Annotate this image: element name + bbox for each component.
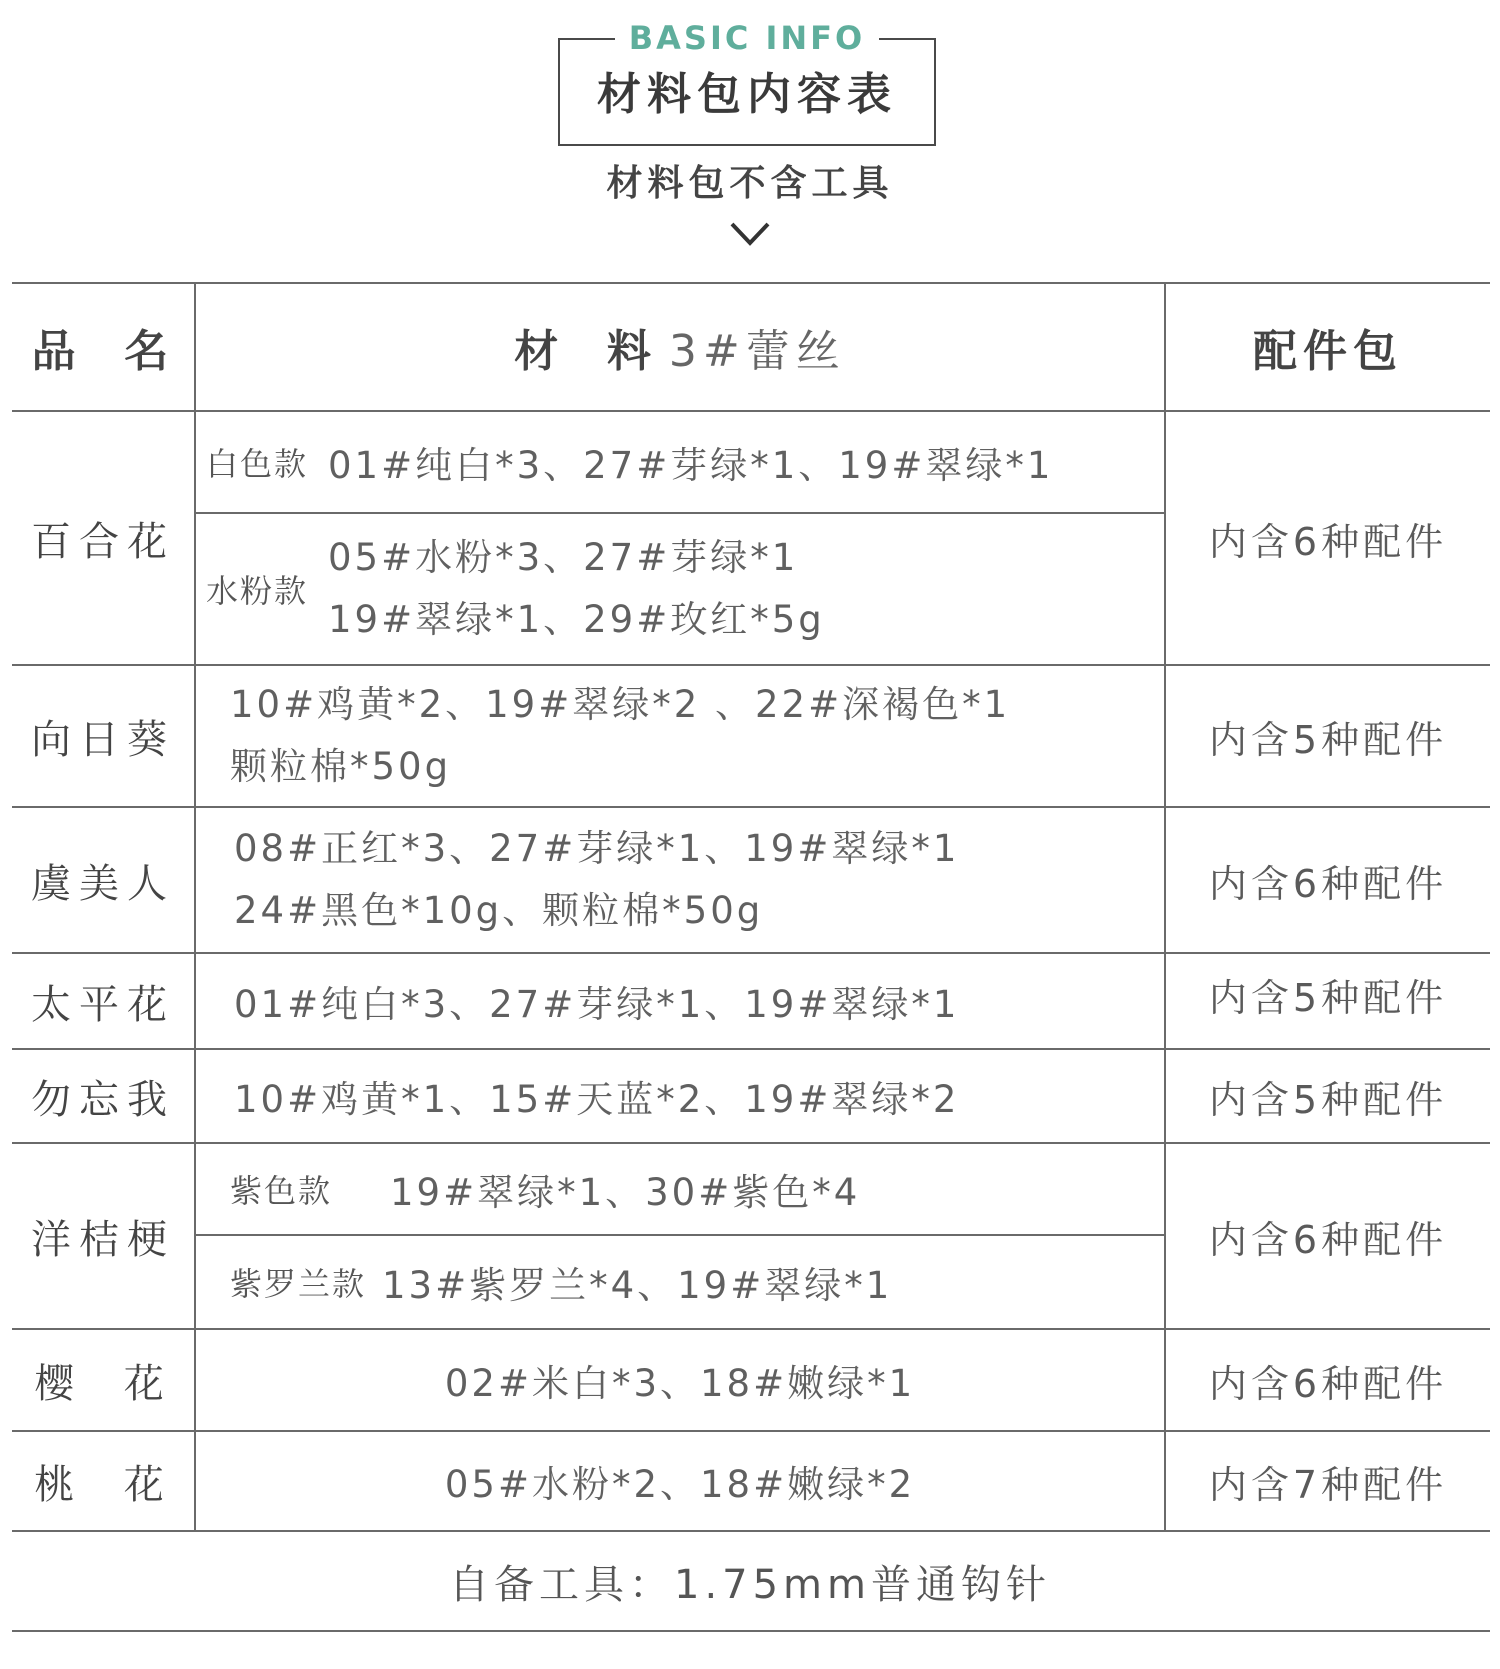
product-name: 百合花 (31, 518, 175, 565)
material-line: 08#正红*3、27#芽绿*1、19#翠绿*1 (234, 827, 960, 870)
title-english: BASIC INFO (615, 18, 879, 58)
product-name: 向日葵 (31, 716, 175, 763)
accessory-count: 内含5种配件 (1208, 717, 1448, 762)
accessory-count: 内含7种配件 (1208, 1462, 1448, 1507)
material-line: 13#紫罗兰*4、19#翠绿*1 (382, 1264, 893, 1307)
product-name: 桃 花 (34, 1461, 172, 1508)
material-cell (196, 1330, 1164, 1430)
chevron-down-icon (728, 220, 772, 248)
material-cell (230, 666, 1160, 806)
product-name: 虞美人 (31, 860, 175, 907)
material-cell (234, 954, 1160, 1048)
material-line: 19#翠绿*1、30#紫色*4 (390, 1171, 861, 1214)
accessory-count: 内含5种配件 (1208, 1077, 1448, 1122)
material-cell (234, 1050, 1160, 1142)
accessory-count: 内含6种配件 (1208, 861, 1448, 906)
material-cell (196, 1432, 1164, 1530)
material-line: 10#鸡黄*2、19#翠绿*2 、22#深褐色*1 (230, 683, 1011, 726)
material-cell (234, 808, 1160, 952)
material-variant (206, 412, 1161, 512)
variant-label: 水粉款 (206, 572, 309, 610)
table-bottom-rule (12, 1630, 1490, 1632)
col-header-name: 品 名 (31, 326, 175, 377)
accessory-count: 内含5种配件 (1208, 975, 1448, 1020)
material-line: 24#黑色*10g、颗粒棉*50g (234, 889, 764, 932)
title-box (558, 19, 936, 146)
product-name: 樱 花 (34, 1360, 172, 1407)
row-divider (12, 1530, 1490, 1532)
subtitle: 材料包不含工具 (606, 163, 894, 204)
material-line: 02#米白*3、18#嫩绿*1 (444, 1362, 916, 1405)
variant-label: 白色款 (206, 445, 309, 483)
material-line: 05#水粉*2、18#嫩绿*2 (444, 1463, 916, 1506)
col-header-accessory: 配件包 (1253, 326, 1403, 377)
material-line: 01#纯白*3、27#芽绿*1、19#翠绿*1 (328, 444, 1054, 487)
material-line: 01#纯白*3、27#芽绿*1、19#翠绿*1 (234, 983, 960, 1026)
accessory-count: 内含6种配件 (1208, 1217, 1448, 1262)
material-variant (206, 514, 1161, 664)
material-variant (230, 1236, 1160, 1328)
accessory-count: 内含6种配件 (1208, 1361, 1448, 1406)
product-name: 勿忘我 (31, 1076, 175, 1123)
col-header-material: 材 料 3#蕾丝 (514, 326, 846, 377)
variant-label: 紫色款 (230, 1172, 333, 1210)
variant-label: 紫罗兰款 (230, 1265, 367, 1303)
material-line: 19#翠绿*1、29#玫红*5g (328, 598, 825, 641)
product-name: 太平花 (31, 981, 175, 1028)
page-title: 材料包内容表 (597, 69, 897, 120)
tools-note: 自备工具：1.75mm普通钩针 (449, 1562, 1051, 1608)
material-line: 颗粒棉*50g (230, 745, 452, 788)
material-line: 10#鸡黄*1、15#天蓝*2、19#翠绿*2 (234, 1078, 960, 1121)
product-name: 洋桔梗 (31, 1216, 175, 1263)
accessory-count: 内含6种配件 (1208, 519, 1448, 564)
material-variant (230, 1144, 1160, 1234)
material-line: 05#水粉*3、27#芽绿*1 (328, 536, 799, 579)
